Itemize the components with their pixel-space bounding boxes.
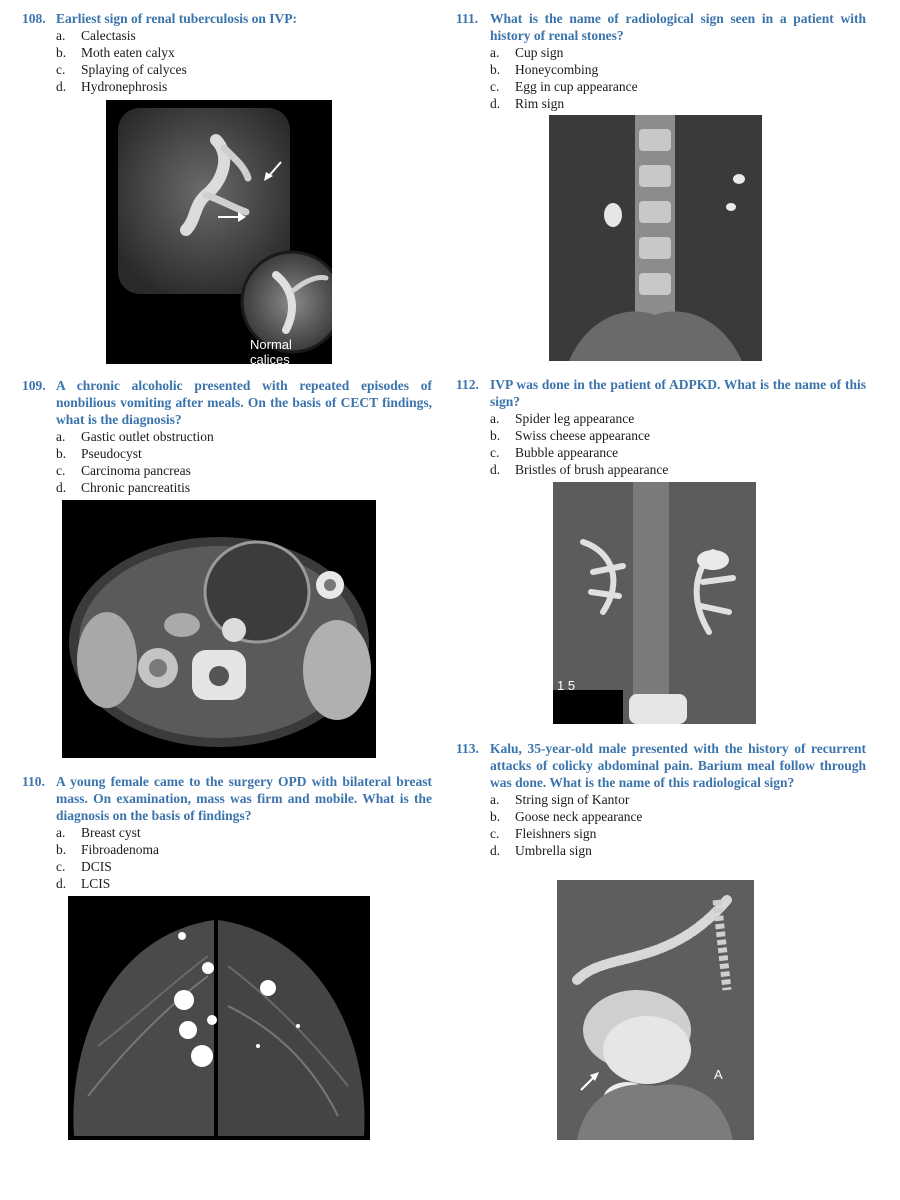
question-number: 112. <box>456 377 479 392</box>
question-number: 110. <box>22 774 45 789</box>
ct-scan-graphic <box>62 500 376 758</box>
question-110 <box>22 773 432 892</box>
figure-caption: 1 5 <box>557 678 576 693</box>
question-number: 111. <box>456 11 479 26</box>
options-list <box>456 410 866 478</box>
kub-radiograph-graphic <box>549 115 762 361</box>
figure-caption: Normal calices <box>250 337 292 364</box>
kub-xray-image <box>549 115 762 361</box>
ivp-adpkd-image <box>553 482 756 724</box>
options-list <box>22 824 432 892</box>
question-108 <box>22 10 432 95</box>
options-list <box>22 27 432 95</box>
ivp-radiograph-graphic <box>106 100 332 364</box>
option-d: d. Bristles of brush appearance <box>490 462 669 477</box>
options-list <box>456 44 866 112</box>
question-text: A young female came to the surgery OPD with bilateral breast mass. On examination, mass was firm and mobile. What is the diagnosis on the basis of findings? <box>56 774 432 823</box>
option-c: c. Carcinoma pancreas <box>56 463 191 478</box>
mammogram-image <box>68 896 370 1140</box>
option-a: a. Gastic outlet obstruction <box>56 429 214 444</box>
option-d: d. LCIS <box>56 876 111 891</box>
figure-caption: A <box>714 1067 723 1082</box>
question-number: 113. <box>456 741 479 756</box>
option-b: b. Swiss cheese appearance <box>490 428 650 443</box>
option-b: b. Honeycombing <box>490 62 599 77</box>
option-d: d. Hydronephrosis <box>56 79 168 94</box>
barium-follow-through-image <box>557 880 754 1140</box>
question-text: A chronic alcoholic presented with repeated episodes of nonbilious vomiting after meals. On the basis of CECT findings, what is the diagnosis? <box>56 378 432 427</box>
option-a: a. String sign of Kantor <box>490 792 630 807</box>
question-text: Earliest sign of renal tuberculosis on IVP: <box>56 11 298 26</box>
option-d: d. Chronic pancreatitis <box>56 480 191 495</box>
question-111 <box>456 10 866 112</box>
options-list <box>22 428 432 496</box>
question-text: IVP was done in the patient of ADPKD. What is the name of this sign? <box>490 377 866 409</box>
question-112 <box>456 376 866 478</box>
option-a: a. Cup sign <box>490 45 564 60</box>
option-b: b. Goose neck appearance <box>490 809 643 824</box>
option-a: a. Calectasis <box>56 28 136 43</box>
option-d: d. Rim sign <box>490 96 565 111</box>
mammogram-graphic <box>68 896 370 1140</box>
question-113 <box>456 740 866 859</box>
ivp-adpkd-graphic <box>553 482 756 724</box>
option-c: c. Splaying of calyces <box>56 62 187 77</box>
question-text: What is the name of radiological sign seen in a patient with history of renal stones? <box>490 11 866 43</box>
options-list <box>456 791 866 859</box>
question-number: 108. <box>22 11 46 26</box>
option-d: d. Umbrella sign <box>490 843 592 858</box>
option-b: b. Moth eaten calyx <box>56 45 175 60</box>
question-text: Kalu, 35-year-old male presented with the history of recurrent attacks of colicky abdominal pain. Barium meal follow through was done. What is the name of this radiological sign? <box>490 741 866 790</box>
question-number: 109. <box>22 378 46 393</box>
option-a: a. Breast cyst <box>56 825 141 840</box>
ivp-renal-tb-image <box>106 100 332 364</box>
option-c: c. Egg in cup appearance <box>490 79 638 94</box>
barium-radiograph-graphic <box>557 880 754 1140</box>
question-109 <box>22 377 432 496</box>
option-b: b. Pseudocyst <box>56 446 142 461</box>
option-c: c. Bubble appearance <box>490 445 619 460</box>
cect-abdomen-image <box>62 500 376 758</box>
option-c: c. DCIS <box>56 859 112 874</box>
option-b: b. Fibroadenoma <box>56 842 159 857</box>
option-c: c. Fleishners sign <box>490 826 597 841</box>
option-a: a. Spider leg appearance <box>490 411 635 426</box>
